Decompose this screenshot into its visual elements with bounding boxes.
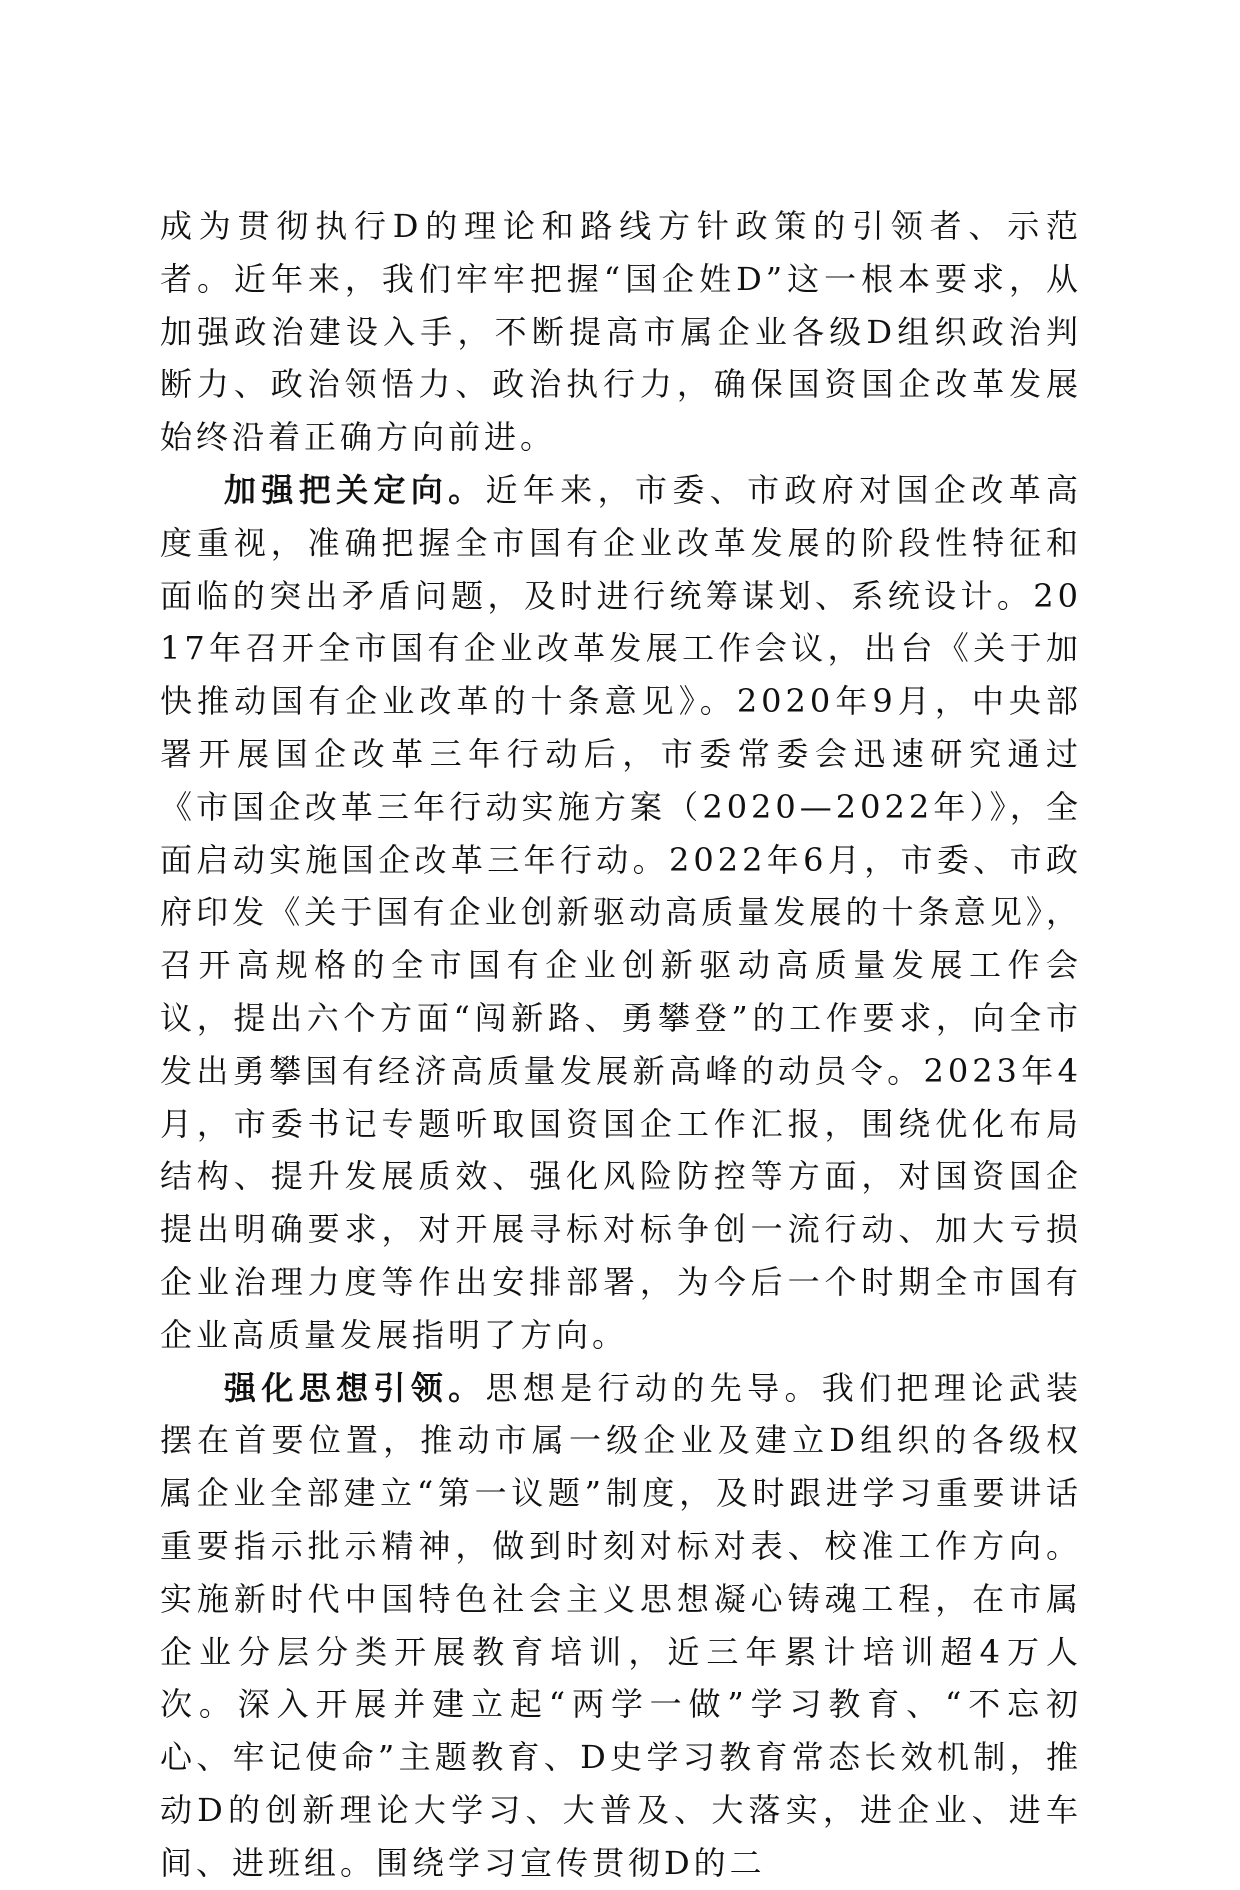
paragraph-text: 成为贯彻执行D的理论和路线方针政策的引领者、示范者。近年来，我们牢牢把握“国企姓D”这一根本要求，从加强政治建设入手，不断提高市属企业各级D组织政治判断力、政治领悟力、政治执行力，确保国资国企改革发展始终沿着正确方向前进。 xyxy=(160,207,1082,457)
paragraph-text: 思想是行动的先导。我们把理论武装摆在首要位置，推动市属一级企业及建立D组织的各级权属企业全部建立“第一议题”制度，及时跟进学习重要讲话重要指示批示精神，做到时刻对标对表、校准工作方向。实施新时代中国特色社会主义思想凝心铸魂工程，在市属企业分层分类开展教育培训，近三年累计培训超4万人次。深入开展并建立起“两学一做”学习教育、“不忘初心、牢记使命”主题教育、D史学习教育常态长效机制，推动D的创新理论大学习、大普及、大落实，进企业、进车间、进班组。围绕学习宣传贯彻D的二 xyxy=(160,1368,1082,1882)
paragraph-guidance xyxy=(160,464,1082,1362)
document-page xyxy=(160,200,1082,1890)
paragraph-lead-heading: 强化思想引领。 xyxy=(224,1368,486,1407)
paragraph-lead-heading: 加强把关定向。 xyxy=(224,470,486,509)
paragraph-political-building xyxy=(160,200,1082,464)
paragraph-ideological-leadership xyxy=(160,1362,1082,1890)
paragraph-text: 近年来，市委、市政府对国企改革高度重视，准确把握全市国有企业改革发展的阶段性特征和面临的突出矛盾问题，及时进行统筹谋划、系统设计。2017年召开全市国有企业改革发展工作会议，出台《关于加快推动国有企业改革的十条意见》。2020年9月，中央部署开展国企改革三年行动后，市委常委会迅速研究通过《市国企改革三年行动实施方案（2020—2022年）》，全面启动实施国企改革三年行动。2022年6月，市委、市政府印发《关于国有企业创新驱动高质量发展的十条意见》，召开高规格的全市国有企业创新驱动高质量发展工作会议，提出六个方面“闯新路、勇攀登”的工作要求，向全市发出勇攀国有经济高质量发展新高峰的动员令。2023年4月，市委书记专题听取国资国企工作汇报，围绕优化布局结构、提升发展质效、强化风险防控等方面，对国资国企提出明确要求，对开展寻标对标争创一流行动、加大亏损企业治理力度等作出安排部署，为今后一个时期全市国有企业高质量发展指明了方向。 xyxy=(160,470,1082,1354)
